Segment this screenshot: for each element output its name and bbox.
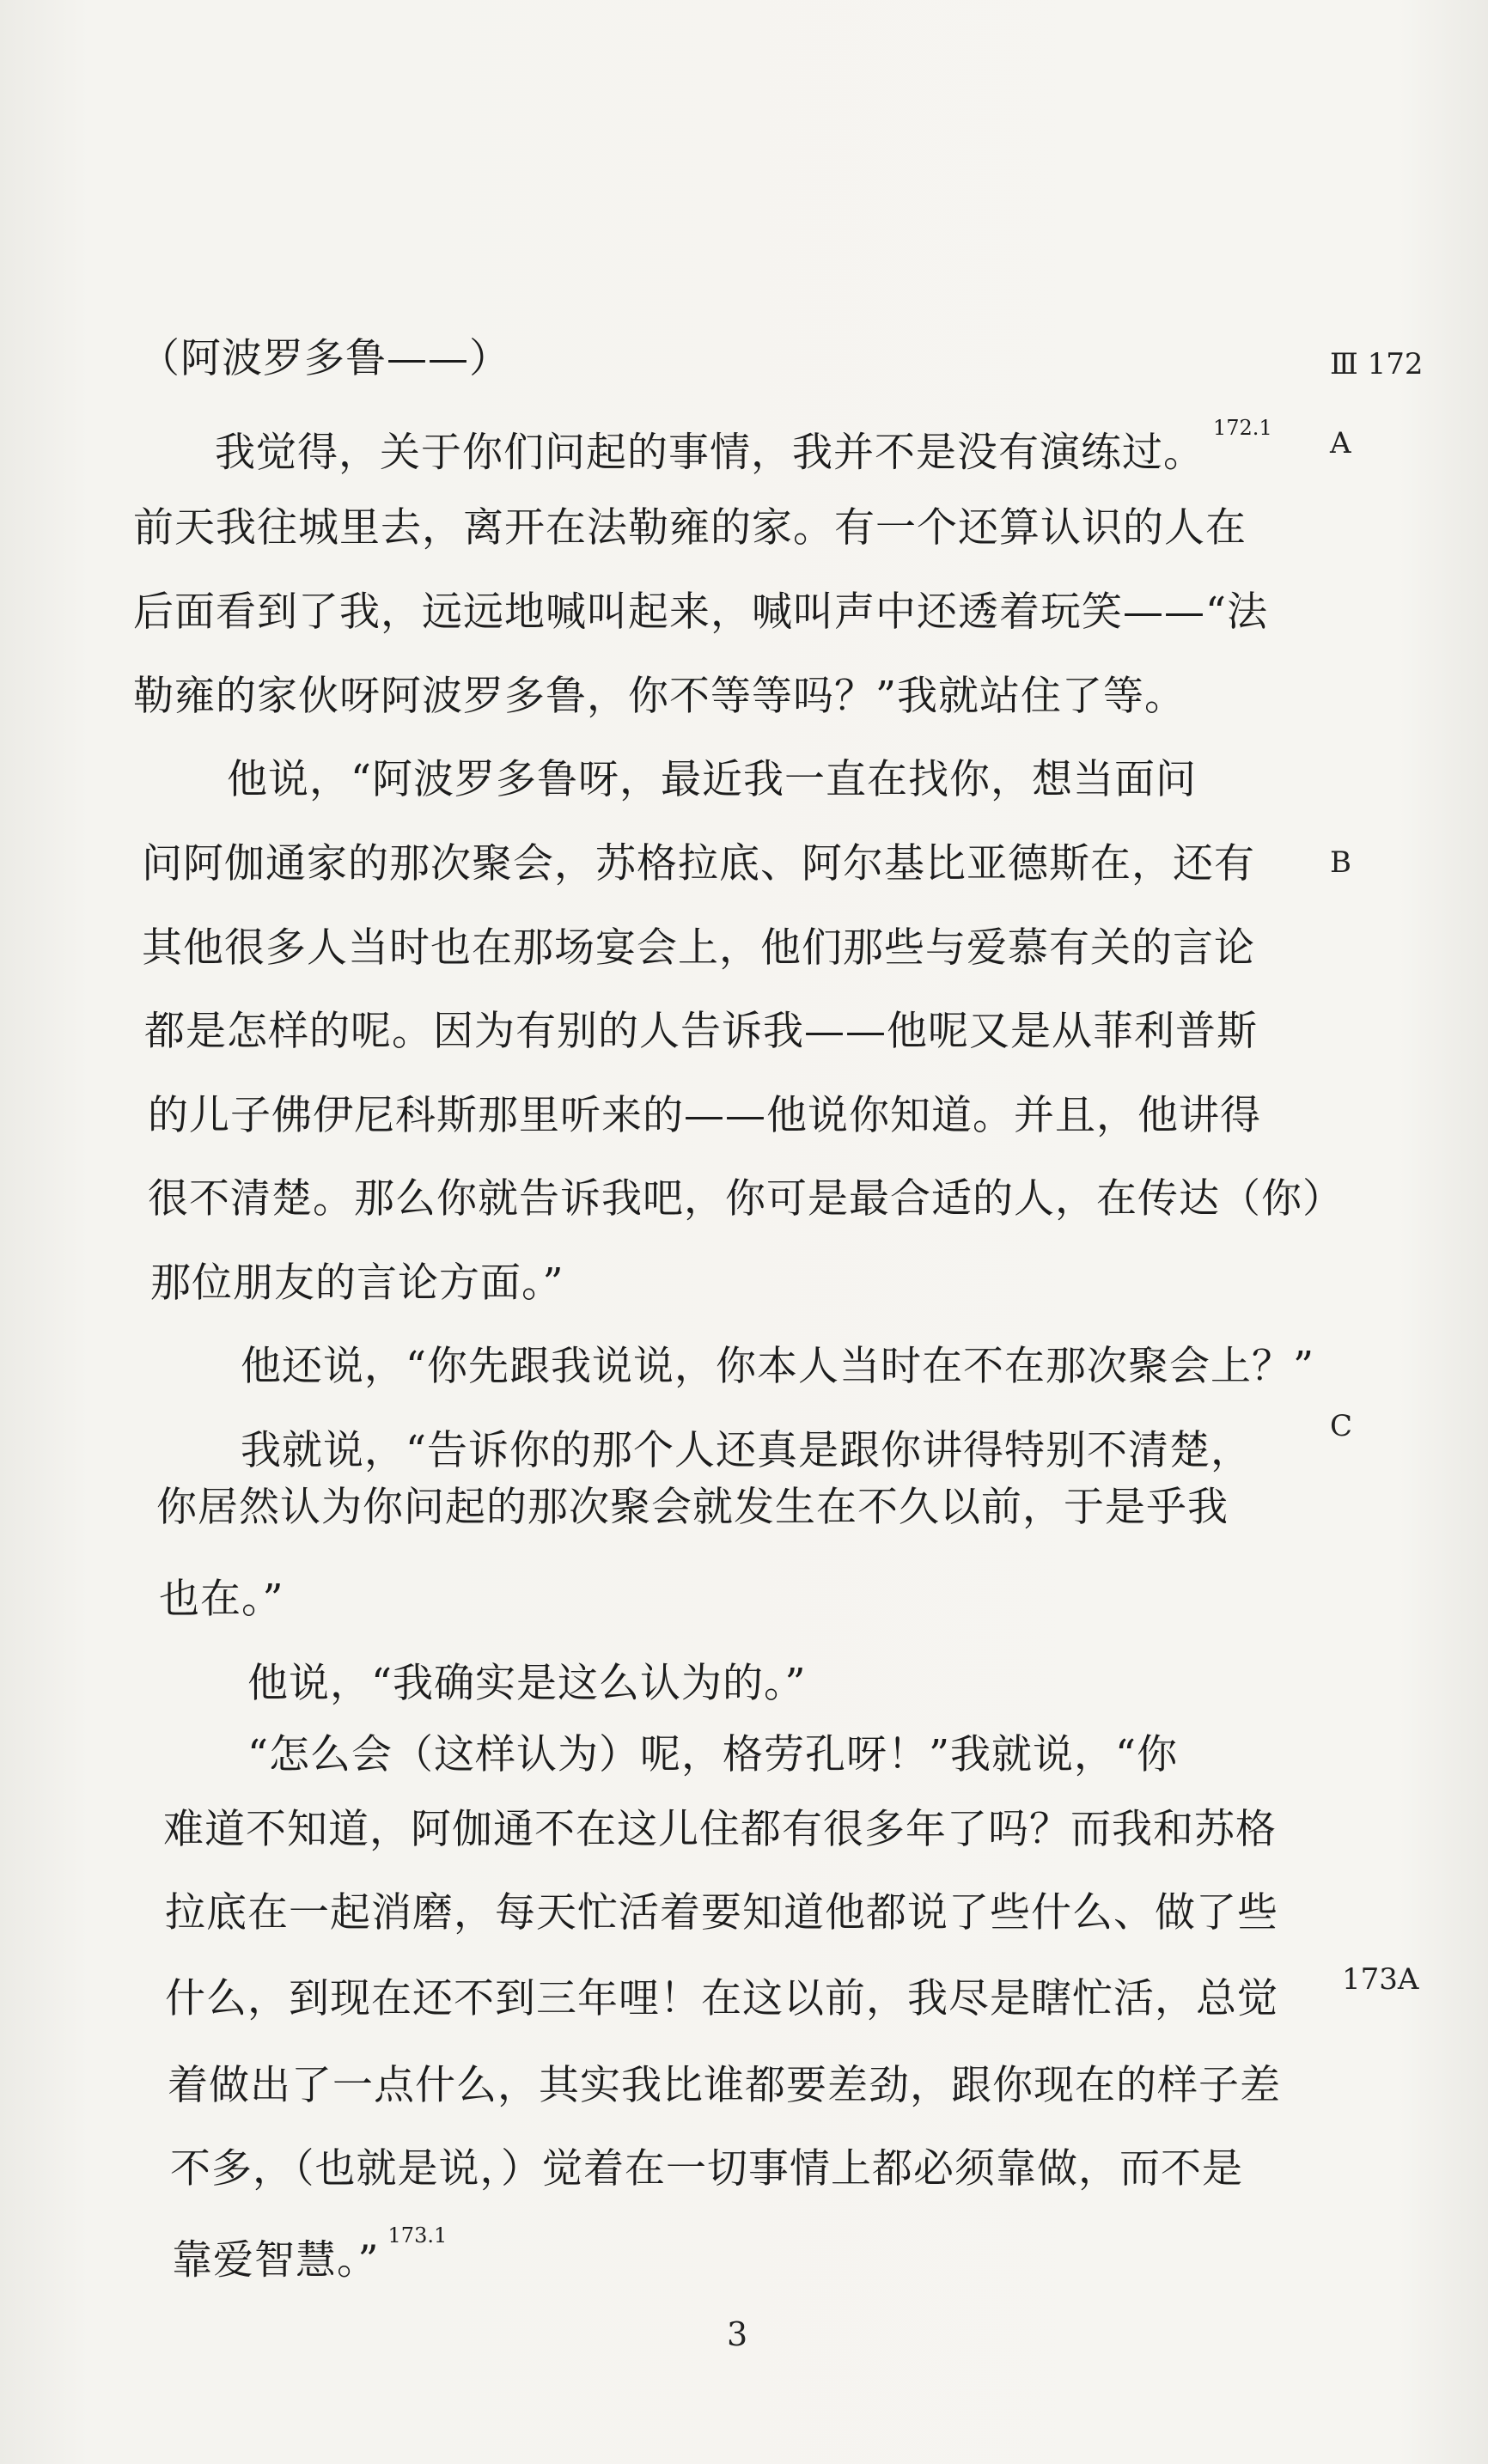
- footnote-ref-172-1: 172.1: [1213, 416, 1272, 440]
- text-line-7: 其他很多人当时也在那场宴会上，他们那些与爱慕有关的言论: [142, 924, 1255, 972]
- text-line-5: 他说，“阿波罗多鲁呀，最近我一直在找你，想当面问: [227, 756, 1198, 803]
- page-number: 3: [727, 2315, 748, 2353]
- margin-marker-a: A: [1330, 426, 1351, 460]
- text-line-12: 他还说，“你先跟我说说，你本人当时在不在那次聚会上？”: [241, 1343, 1315, 1390]
- text-line-20: 什么，到现在还不到三年哩！在这以前，我尽是瞎忙活，总觉: [165, 1975, 1278, 2022]
- speaker-heading: （阿波罗多鲁——）: [139, 335, 510, 382]
- text-line-14: 你居然认为你问起的那次聚会就发生在不久以前，于是乎我: [156, 1484, 1229, 1531]
- text-line-11: 那位朋友的言论方面。”: [150, 1259, 564, 1307]
- text-line-4: 勒雍的家伙呀阿波罗多鲁，你不等等吗？”我就站住了等。: [133, 673, 1186, 720]
- text-line-3: 后面看到了我，远远地喊叫起来，喊叫声中还透着玩笑——“法: [133, 589, 1269, 636]
- text-line-6: 问阿伽通家的那次聚会，苏格拉底、阿尔基比亚德斯在，还有: [142, 840, 1255, 887]
- text-line-9: 的儿子佛伊尼科斯那里听来的——他说你知道。并且，他讲得: [148, 1092, 1261, 1139]
- text-line-2: 前天我往城里去，离开在法勒雍的家。有一个还算认识的人在: [133, 504, 1247, 552]
- margin-marker-b: B: [1330, 845, 1351, 880]
- margin-marker-c: C: [1330, 1409, 1353, 1443]
- text-line-10: 很不清楚。那么你就告诉我吧，你可是最合适的人，在传达（你）: [148, 1175, 1344, 1223]
- stephanus-section-marker: Ⅲ 172: [1330, 347, 1424, 381]
- text-line-1: [215, 416, 1400, 479]
- text-line-22: 不多，（也就是说，）觉着在一切事情上都必须靠做，而不是: [170, 2145, 1243, 2193]
- text-line-18: 难道不知道，阿伽通不在这儿住都有很多年了吗？而我和苏格: [163, 1806, 1277, 1853]
- footnote-ref-173-1: 173.1: [387, 2223, 448, 2247]
- text-line-13: 我就说，“告诉你的那个人还真是跟你讲得特别不清楚，: [241, 1427, 1253, 1474]
- text-line-16: 他说，“我确实是这么认为的。”: [247, 1660, 807, 1707]
- text-line-23: [172, 2223, 1357, 2287]
- text-line-23-content: 靠爱智慧。”: [172, 2236, 380, 2284]
- text-line-17: “怎么会（这样认为）呢，格劳孔呀！”我就说，“你: [247, 1731, 1179, 1778]
- text-line-19: 拉底在一起消磨，每天忙活着要知道他都说了些什么、做了些: [165, 1889, 1278, 1936]
- text-line-21: 着做出了一点什么，其实我比谁都要差劲，跟你现在的样子差: [168, 2062, 1281, 2109]
- text-line-1-content: 我觉得，关于你们问起的事情，我并不是没有演练过。: [215, 429, 1204, 477]
- margin-marker-173a: 173A: [1342, 1962, 1419, 1997]
- text-line-15: 也在。”: [159, 1576, 284, 1623]
- text-line-8: 都是怎样的呢。因为有别的人告诉我——他呢又是从菲利普斯: [144, 1008, 1258, 1055]
